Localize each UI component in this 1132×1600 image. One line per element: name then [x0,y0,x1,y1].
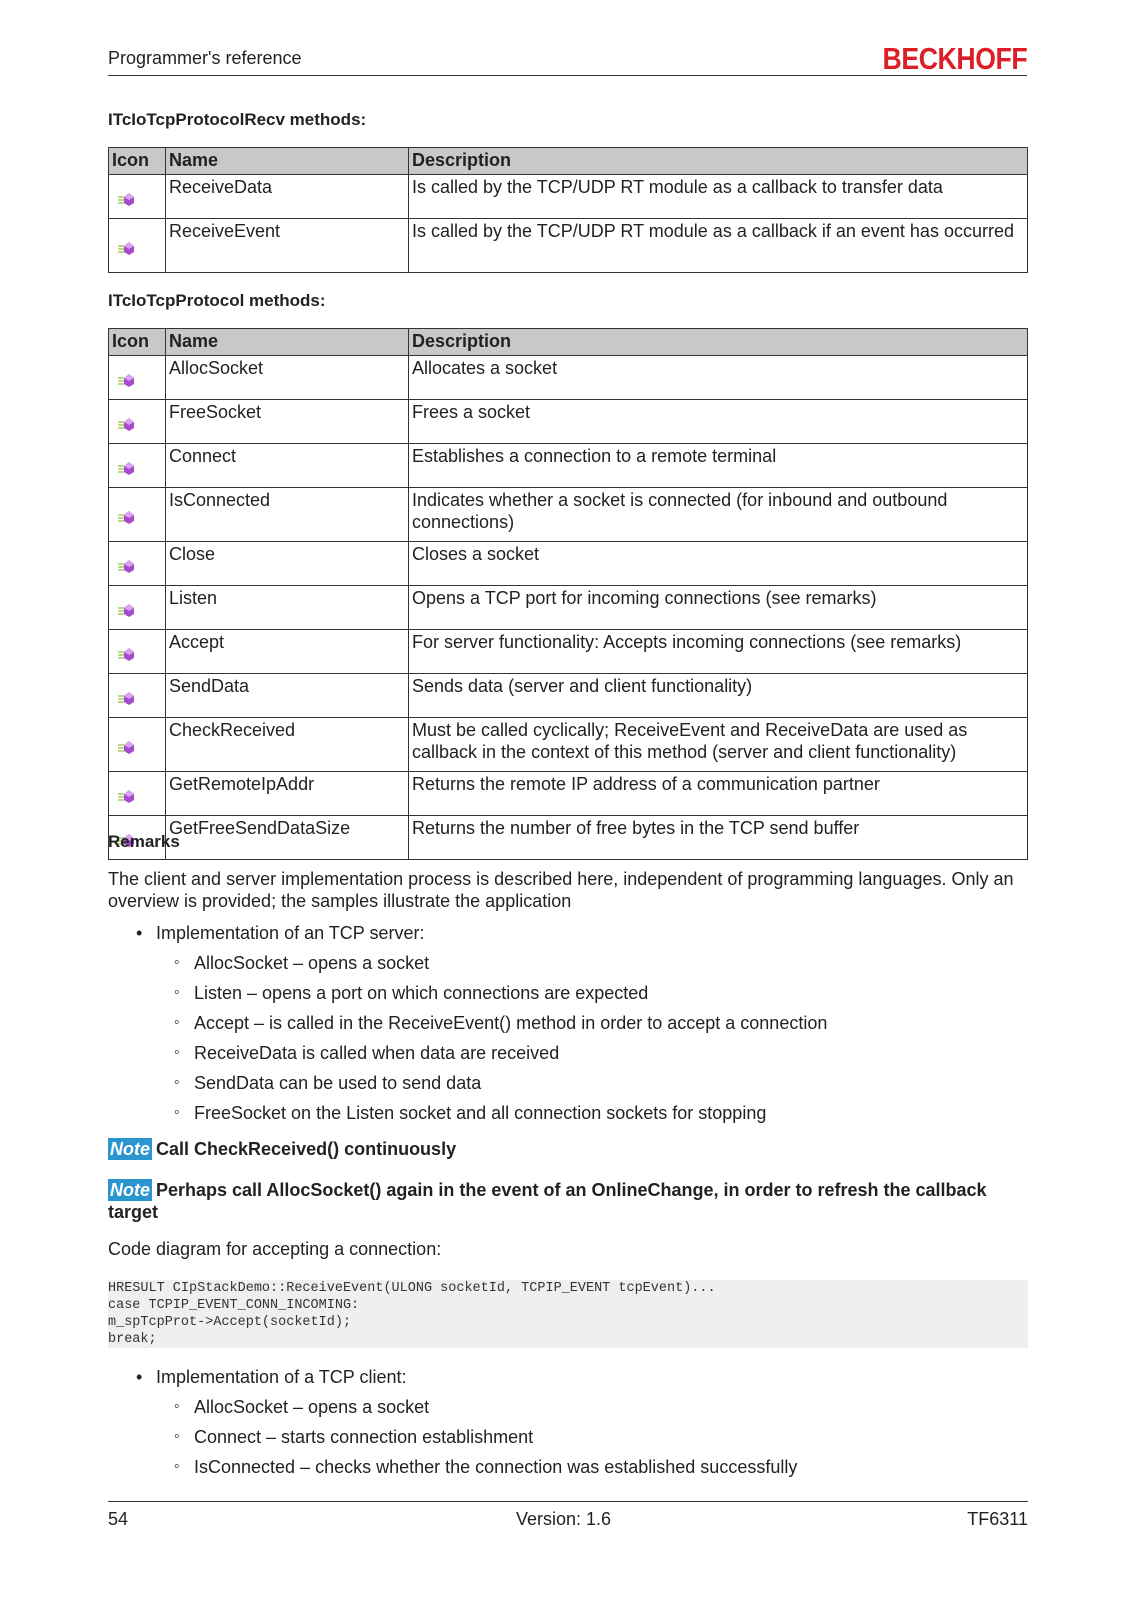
note-check-received [108,1138,1028,1160]
table-row [109,542,1028,586]
table-row [109,772,1028,816]
table-row [109,586,1028,630]
method-description: Frees a socket [409,400,1028,444]
table-row [109,400,1028,444]
list-item [108,1366,797,1478]
page-header [108,41,1027,76]
table-row [109,674,1028,718]
col-description: Description [409,148,1028,175]
method-description: Is called by the TCP/UDP RT module as a callback to transfer data [409,175,1028,219]
table-row [109,718,1028,772]
col-name: Name [166,148,409,175]
col-name: Name [166,329,409,356]
list-item: ◦ IsConnected – checks whether the connection was established successfully [156,1456,797,1478]
col-description: Description [409,329,1028,356]
table-row [109,630,1028,674]
method-description: Establishes a connection to a remote terminal [409,444,1028,488]
method-icon [118,370,134,392]
method-icon [118,688,134,710]
method-icon [118,507,134,529]
method-icon [118,238,134,260]
method-name: Close [166,542,409,586]
list-item [108,922,827,1124]
method-description: Must be called cyclically; ReceiveEvent and ReceiveData are used as callback in the context of this method (server and client functionality) [409,718,1028,772]
section-title: Programmer's reference [108,48,302,68]
page-footer [108,1501,1028,1532]
recv-methods-table [108,147,1028,273]
table-row [109,488,1028,542]
method-name: IsConnected [166,488,409,542]
method-icon [118,414,134,436]
note-badge: Note [110,1139,150,1159]
method-icon [118,786,134,808]
list-item: ◦ FreeSocket on the Listen socket and all connection sockets for stopping [156,1102,827,1124]
table-row [109,356,1028,400]
method-description: For server functionality: Accepts incoming connections (see remarks) [409,630,1028,674]
method-name: Connect [166,444,409,488]
method-name: FreeSocket [166,400,409,444]
list-item: ◦ AllocSocket – opens a socket [156,1396,797,1418]
method-icon [118,556,134,578]
server-list [108,922,827,1124]
page-number: 54 [108,1509,129,1529]
list-item: ◦ ReceiveData is called when data are received [156,1042,827,1064]
note-text: Call CheckReceived() continuously [156,1139,457,1159]
server-label: Implementation of an TCP server: [156,923,425,943]
method-name: Listen [166,586,409,630]
document-id: TF6311 [967,1509,1028,1529]
list-item: ◦ Accept – is called in the ReceiveEvent() method in order to accept a connection [156,1012,827,1034]
method-name: CheckReceived [166,718,409,772]
table-row [109,219,1028,273]
recv-methods-heading: ITcIoTcpProtocolRecv methods: [108,110,367,129]
list-item: ◦ AllocSocket – opens a socket [156,952,827,974]
method-icon [118,737,134,759]
version-label: Version: 1.6 [516,1509,612,1529]
client-list [108,1366,797,1478]
client-label: Implementation of a TCP client: [156,1367,407,1387]
beckhoff-logo: BECKHOFF [882,41,1027,76]
method-name: AllocSocket [166,356,409,400]
method-name: ReceiveEvent [166,219,409,273]
method-description: Is called by the TCP/UDP RT module as a callback if an event has occurred [409,219,1028,273]
table-row [109,175,1028,219]
method-icon [118,644,134,666]
method-icon [118,458,134,480]
method-description: Indicates whether a socket is connected (for inbound and outbound connections) [409,488,1028,542]
note-badge: Note [110,1180,150,1200]
method-icon [118,189,134,211]
col-icon: Icon [109,329,166,356]
list-item: ◦ Connect – starts connection establishment [156,1426,797,1448]
note-text: Perhaps call AllocSocket() again in the event of an OnlineChange, in order to refresh the callback target [108,1180,987,1222]
method-description: Returns the number of free bytes in the TCP send buffer [409,816,1028,860]
list-item: ◦ Listen – opens a port on which connections are expected [156,982,827,1004]
col-icon: Icon [109,148,166,175]
method-name: GetFreeSendDataSize [166,816,409,860]
code-block: HRESULT CIpStackDemo::ReceiveEvent(ULONG socketId, TCPIP_EVENT tcpEvent)... case TCPIP_EVENT_CONN_INCOMING: m_spTcpProt->Accept(socketId); break; [108,1280,1028,1348]
method-description: Closes a socket [409,542,1028,586]
method-description: Returns the remote IP address of a communication partner [409,772,1028,816]
protocol-methods-heading: ITcIoTcpProtocol methods: [108,291,326,310]
remarks-heading: Remarks [108,832,180,851]
method-name: GetRemoteIpAddr [166,772,409,816]
method-icon [118,600,134,622]
method-name: ReceiveData [166,175,409,219]
method-description: Allocates a socket [409,356,1028,400]
method-description: Opens a TCP port for incoming connections (see remarks) [409,586,1028,630]
code-caption: Code diagram for accepting a connection: [108,1239,442,1259]
method-name: SendData [166,674,409,718]
table-row [109,444,1028,488]
method-description: Sends data (server and client functionality) [409,674,1028,718]
protocol-methods-table [108,328,1028,860]
note-alloc-socket [108,1179,1028,1223]
table-row [109,816,1028,860]
list-item: ◦ SendData can be used to send data [156,1072,827,1094]
remarks-intro: The client and server implementation process is described here, independent of programming languages. Only an overview is provided; the samples illustrate the application [108,869,1014,911]
method-name: Accept [166,630,409,674]
